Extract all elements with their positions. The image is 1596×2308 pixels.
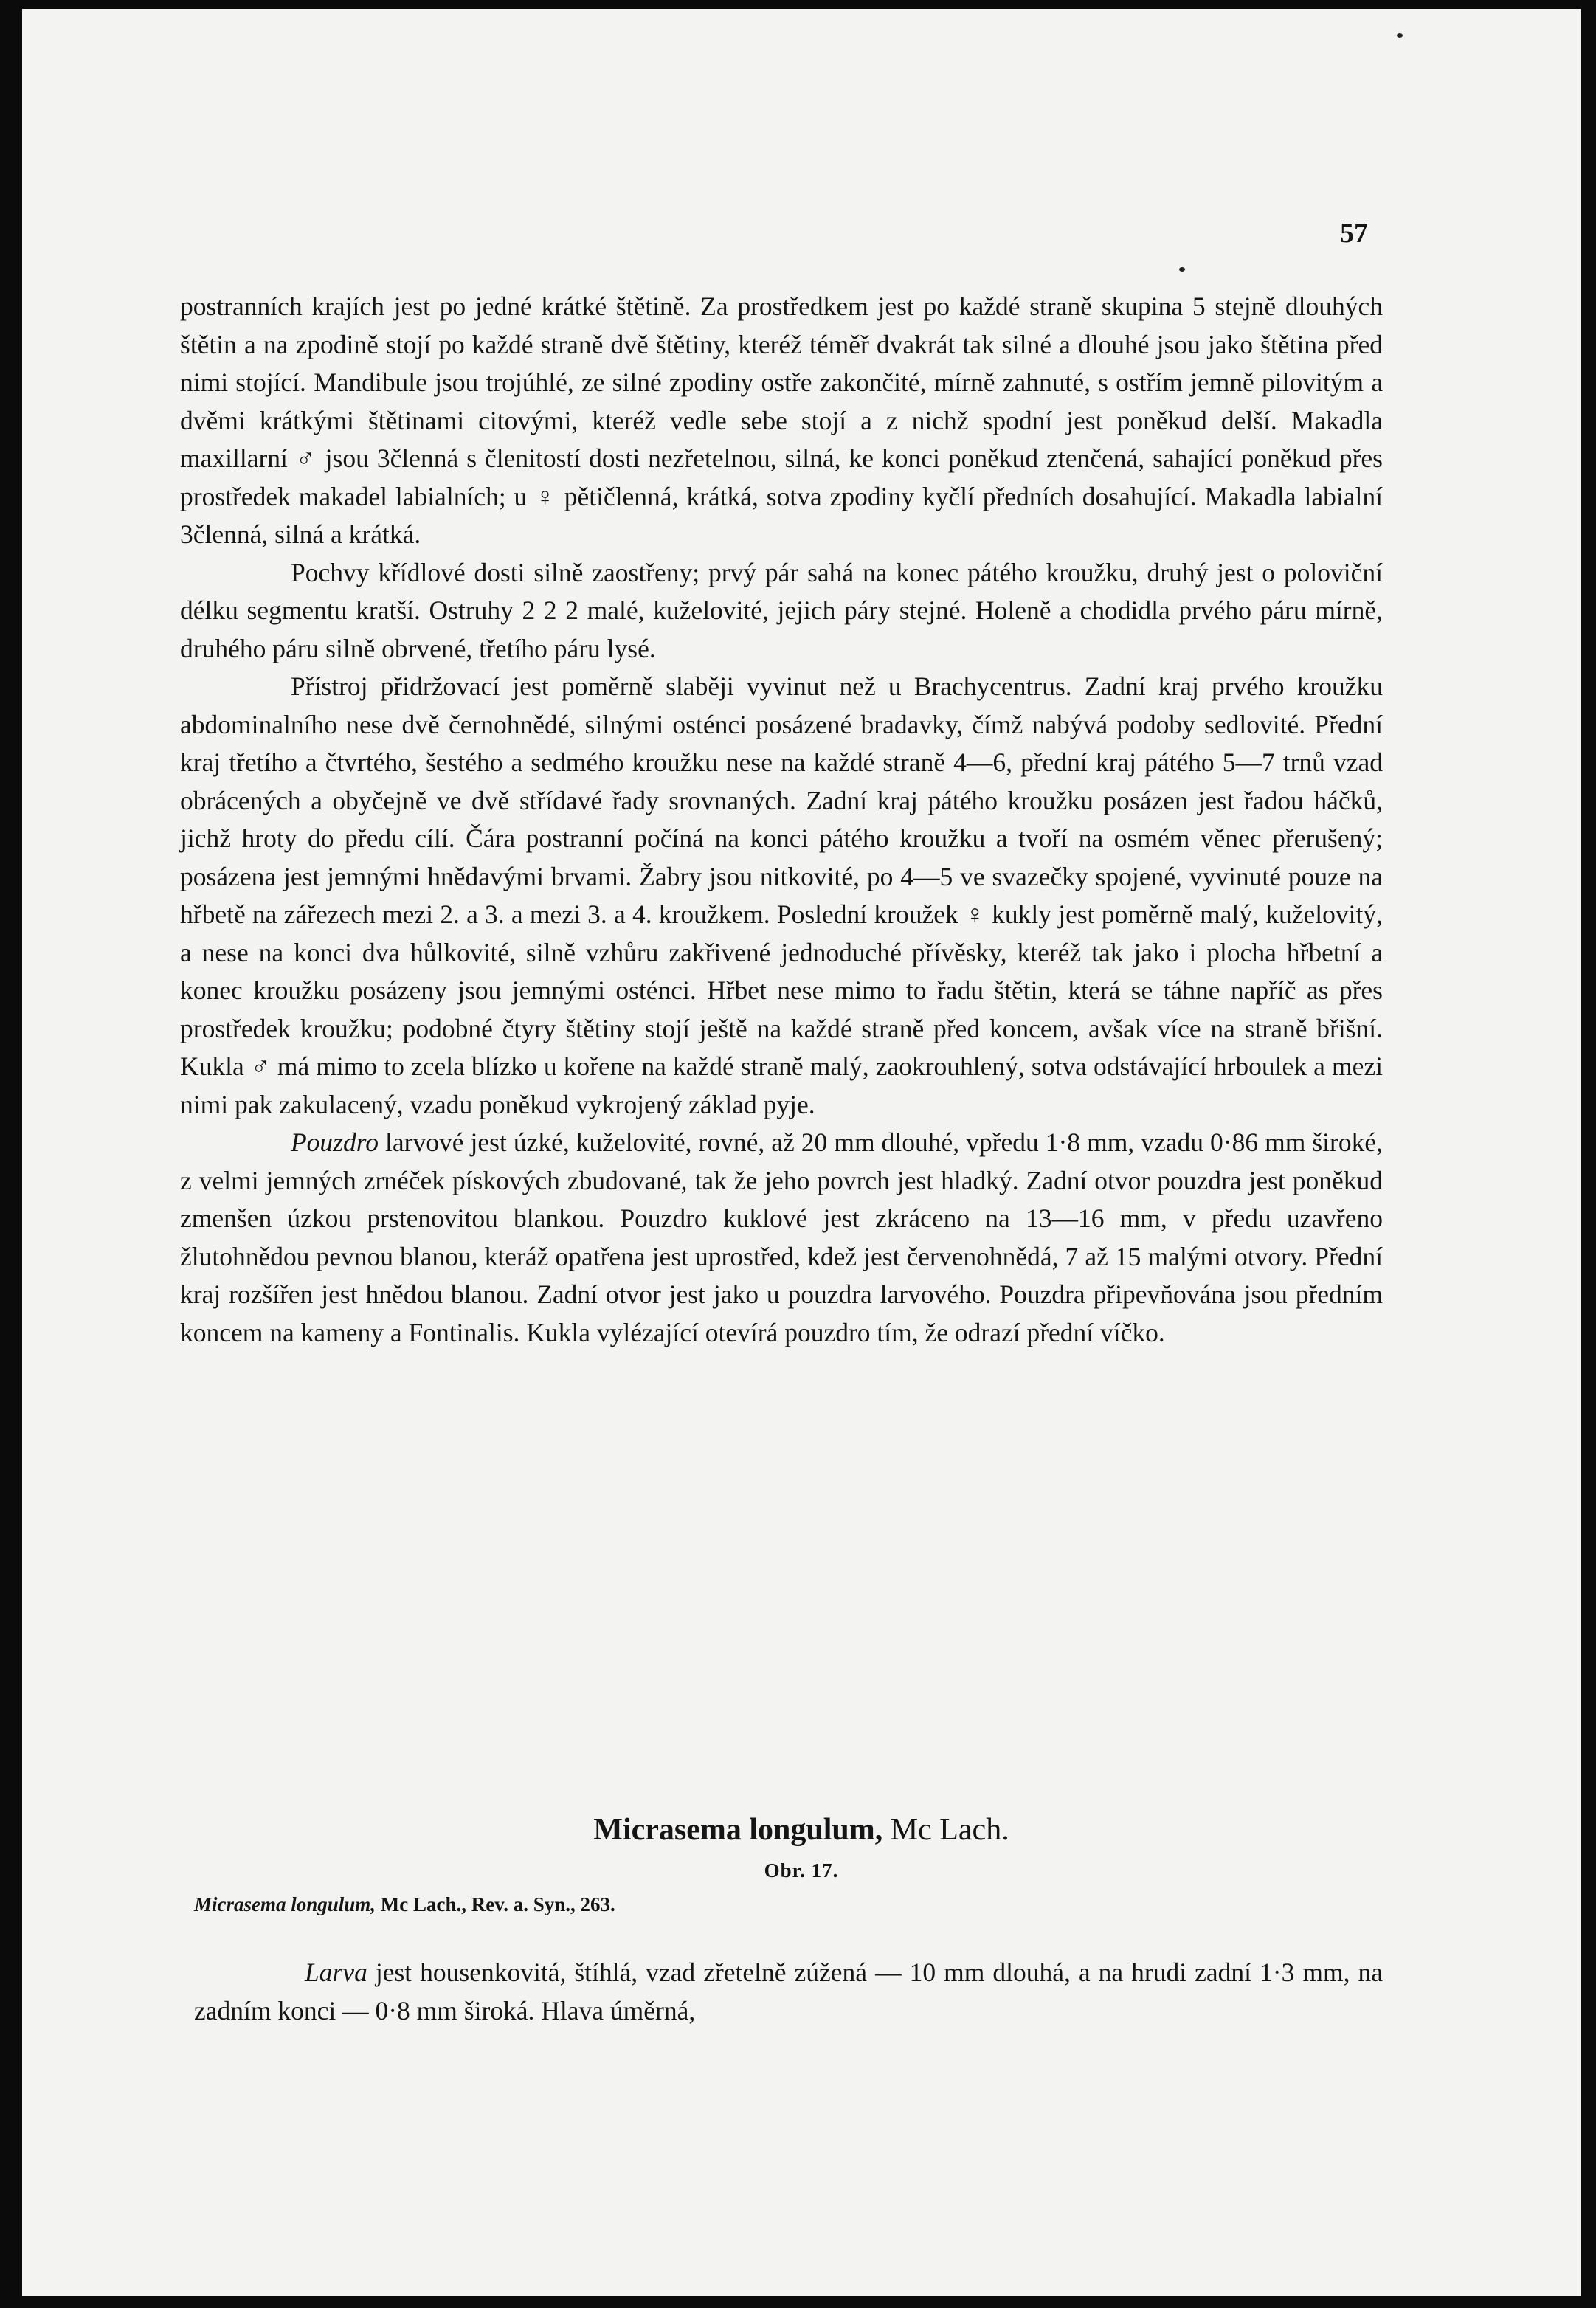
paragraph-rest: larvové jest úzké, kuželovité, rovné, až 20 mm dlouhé, vpředu 1·8 mm, vzadu 0·86 mm široké, z velmi jemných zrnéček pískových zbudované, tak že jeho povrch jest hladký. Zadní otvor pouzdra jest poněkud zmenšen úzkou prstenovitou blankou. Pouzdro kuklové jest zkráceno na 13—16 mm, v předu uzavřeno žlutohnědou pevnou blanou, kteráž opatřena jest uprostřed, kdež jest červenohnědá, 7 až 15 malými otvory. Přední kraj rozšířen jest hnědou blanou. Zadní otvor jest jako u pouzdra larvového. Pouzdra připevňována jsou předním koncem na kameny a Fontinalis. Kukla vylézající otevírá pouzdro tím, že odrazí přední víčko. bbox=[180, 1127, 1383, 1347]
figure-reference: Obr. 17. bbox=[764, 1859, 839, 1882]
citation-name: Micrasema longulum, bbox=[194, 1893, 376, 1915]
citation bbox=[194, 1893, 615, 1916]
body-text bbox=[180, 288, 1383, 1352]
paragraph: Přístroj přidržovací jest poměrně slaběji vyvinut než u Brachycentrus. Zadní kraj prvého kroužku abdominalního nese dvě černohnědé, silnými osténci posázené bradavky, čímž nabývá podoby sedlovité. Přední kraj třetího a čtvrtého, šestého a sedmého kroužku nese na každé straně 4—6, přední kraj pátého 5—7 trnů vzad obrácených a obyčejně ve dvě střídavé řady srovnaných. Zadní kraj pátého kroužku posázen jest řadou háčků, jichž hroty do předu cílí. Čára postranní počíná na konci pátého kroužku a tvoří na osmém věnec přerušený; posázena jest jemnými hnědavými brvami. Žabry jsou nitkovité, po 4—5 ve svazečky spojené, vyvinuté pouze na hřbetě na zářezech mezi 2. a 3. a mezi 3. a 4. kroužkem. Poslední kroužek ♀ kukly jest poměrně malý, kuželovitý, a nese na konci dva hůlkovité, silně vzhůru zakřivené jednoduché přívěsky, kteréž tak jako i plocha hřbetní a konec kroužku posázeny jsou jemnými osténci. Hřbet nese mimo to řadu štětin, která se táhne napříč as přes prostředek kroužku; podobné čtyry štětiny stojí ještě na každé straně před koncem, avšak více na straně břišní. Kukla ♂ má mimo to zcela blízko u kořene na každé straně malý, zaokrouhlený, sotva odstávající hrboulek a mezi nimi pak zakulacený, vzadu poněkud vykrojený základ pyje. bbox=[180, 671, 1383, 1119]
paragraph-rest: jest housenkovitá, štíhlá, vzad zřetelně zúžená — 10 mm dlouhá, a na hrudi zadní 1·3 mm, na zadním konci — 0·8 mm široká. Hlava úměrná, bbox=[194, 1958, 1383, 2025]
paragraph-lead-word: Pouzdro bbox=[291, 1127, 379, 1157]
species-author: Mc Lach. bbox=[882, 1813, 1009, 1847]
citation-rest: Mc Lach., Rev. a. Syn., 263. bbox=[376, 1893, 615, 1915]
paragraph: postranních krajích jest po jedné krátké štětině. Za prostředkem jest po každé straně skupina 5 stejně dlouhých štětin a na zpodině stojí po každé straně dvě štětiny, kteréž téměř dvakrát tak silné a dlouhé jsou jako štětina před nimi stojící. Mandibule jsou trojúhlé, ze silné zpodiny ostře zakončité, mírně zahnuté, s ostřím jemně pilovitým a dvěmi krátkými štětinami citovými, kteréž vedle sebe stojí a z nichž spodní jest poněkud delší. Makadla maxillarní ♂ jsou 3členná s členitostí dosti nezřetelnou, silná, ke konci poněkud ztenčená, sahající poněkud přes prostředek makadel labialních; u ♀ pětičlenná, krátká, sotva zpodiny kyčlí předních dosahující. Makadla labialní 3členná, silná a krátká. bbox=[180, 291, 1383, 549]
paragraph-lead-word: Larva bbox=[305, 1958, 367, 1987]
paragraph: Pochvy křídlové dosti silně zaostřeny; prvý pár sahá na konec pátého kroužku, druhý jest o poloviční délku segmentu kratší. Ostruhy 2 2 2 malé, kuželovité, jejich páry stejné. Holeně a chodidla prvého páru mírně, druhého páru silně obrvené, třetího páru lysé. bbox=[180, 557, 1383, 663]
species-name: Micrasema longulum, bbox=[593, 1813, 883, 1847]
larva-text bbox=[194, 1954, 1383, 2030]
scan-speck bbox=[1397, 33, 1403, 38]
species-heading bbox=[22, 1812, 1581, 1848]
document-page bbox=[22, 9, 1581, 2296]
page-number: 57 bbox=[1340, 218, 1368, 249]
scan-speck bbox=[1179, 267, 1185, 272]
paragraph bbox=[180, 1124, 1383, 1352]
paragraph bbox=[194, 1954, 1383, 2030]
